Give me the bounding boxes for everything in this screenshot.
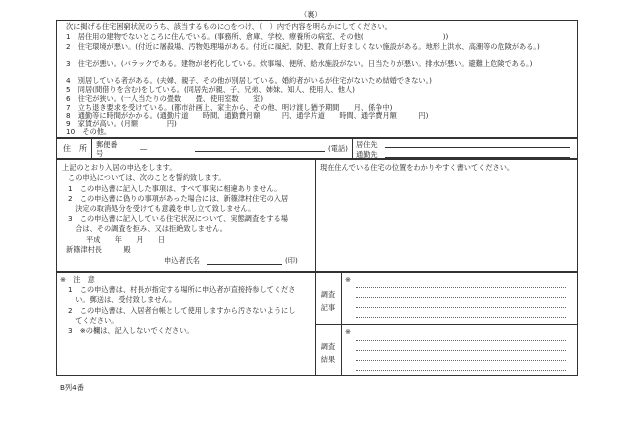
survey-result-label: 調査結果 bbox=[320, 342, 336, 364]
survey-result-line bbox=[356, 350, 566, 351]
survey-record-mark: ※ bbox=[345, 275, 352, 284]
hardship-item: 10 その他。 bbox=[66, 127, 112, 136]
declaration-line: 決定の取消処分を受けても意義を申し立て致しません。 bbox=[68, 204, 256, 213]
commute-field[interactable] bbox=[385, 157, 570, 158]
page-header: （裏） bbox=[300, 10, 322, 19]
declaration-line: 上記のとおり入居の申込をします。 bbox=[62, 163, 177, 172]
hardship-item: 6 住宅が狭い。(一人当たりの畳数 畳、使用室数 室) bbox=[66, 94, 264, 103]
hardship-item: 9 家賃が高い。(月額 円) bbox=[66, 119, 177, 128]
postal-code-label: 郵便番号 bbox=[96, 140, 118, 158]
survey-record-line bbox=[356, 297, 566, 298]
seal-mark: (印) bbox=[285, 256, 298, 265]
hardship-item: 5 同居(間借りを含む)をしている。(同居先が親、子、兄弟、姉妹、知人、使用人、他人) bbox=[66, 85, 355, 94]
date-line: 平成 年 月 日 bbox=[86, 235, 166, 244]
declaration-line: 2 この申込書に偽りの事項があった場合には、新篠津村住宅の入居 bbox=[68, 194, 289, 203]
address-label: 住 所 bbox=[63, 144, 87, 153]
declaration-line: この申込については、次のことを誓約致します。 bbox=[68, 173, 226, 182]
survey-record-label: 調査記事 bbox=[320, 290, 336, 312]
hardship-intro: 次に掲げる住宅困窮状況のうち、該当するものに○をつけ、（ ）内で内容を明らかにしてください。 bbox=[66, 22, 392, 31]
postal-code-field[interactable] bbox=[119, 140, 167, 156]
map-instruction: 現在住んでいる住宅の位置をわかりやすく書いてください。 bbox=[320, 163, 515, 172]
declaration-line: 3 この申込書に記入している住宅状況について、実態調査をする場 bbox=[68, 214, 288, 223]
survey-result-line bbox=[356, 370, 566, 371]
survey-record-line bbox=[356, 317, 566, 318]
map-drawing-area[interactable] bbox=[318, 173, 576, 270]
applicant-name-field[interactable] bbox=[207, 264, 282, 265]
resident-field[interactable] bbox=[385, 147, 570, 148]
resident-label: 居住先 bbox=[356, 140, 378, 149]
note-line: 3 ※の欄は、記入しないでください。 bbox=[68, 326, 194, 335]
hardship-item: 8 通勤等に時間がかかる。(通勤片道 時間、通勤費月額 円、通学片道 時間、通学費月額 円) bbox=[66, 111, 429, 120]
hardship-item: 2 住宅環境が悪い。(付近に屠殺場、汚物処理場がある。付近に風紀、防犯、教育上好ましくない施設がある。地形上洪水、高潮等の危険がある。) bbox=[66, 42, 540, 51]
hardship-item: 4 別居している者がある。(夫婦、親子、その他が別居している。婚約者がいるが住宅がないため結婚できない。) bbox=[66, 76, 432, 85]
commute-label: 通勤先 bbox=[356, 150, 378, 159]
postal-code-dash: ― bbox=[140, 144, 148, 153]
survey-result-mark: ※ bbox=[345, 327, 352, 336]
mayor-line: 新篠津村長 殿 bbox=[66, 245, 131, 254]
note-line: てください。 bbox=[68, 316, 119, 325]
survey-record-line bbox=[356, 307, 566, 308]
applicant-name-label: 申込者氏名 bbox=[164, 256, 200, 265]
hardship-item: 1 居住用の建物でないところに住んでいる。(事務所、倉庫、学校、療養所の病室、その他( )) bbox=[66, 32, 449, 41]
survey-record-line bbox=[356, 287, 566, 288]
survey-result-line bbox=[356, 340, 566, 341]
note-line: 1 この申込書は、村長が指定する場所に申込者が直接持参してくださ bbox=[68, 285, 296, 294]
paper-size-note: B列4番 bbox=[60, 383, 84, 392]
note-line: 2 この申込書は、入居者台帳として使用しますから汚さないようにし bbox=[68, 306, 296, 315]
phone-label: (電話) bbox=[328, 144, 348, 153]
hardship-item: 7 立ち退き要求を受けている。(都市計画上、家主から、その他、明け渡し猶予期間 月、係争中) bbox=[66, 103, 393, 112]
hardship-item: 3 住宅が悪い。(バラックである。建物が老朽化している。炊事場、便所、給水施設がない。日当たりが悪い。排水が悪い。避難上危険である。) bbox=[66, 59, 533, 68]
declaration-line: 合は、その調査を拒み、又は拒絶致しません。 bbox=[68, 224, 227, 233]
declaration-line: 1 この申込書に記入した事項は、すべて事実に相違ありません。 bbox=[68, 184, 282, 193]
notes-title: ※ 注 意 bbox=[60, 275, 95, 284]
note-line: い。郵送は、受付致しません。 bbox=[68, 295, 177, 304]
address-field[interactable] bbox=[195, 151, 325, 152]
survey-result-line bbox=[356, 360, 566, 361]
